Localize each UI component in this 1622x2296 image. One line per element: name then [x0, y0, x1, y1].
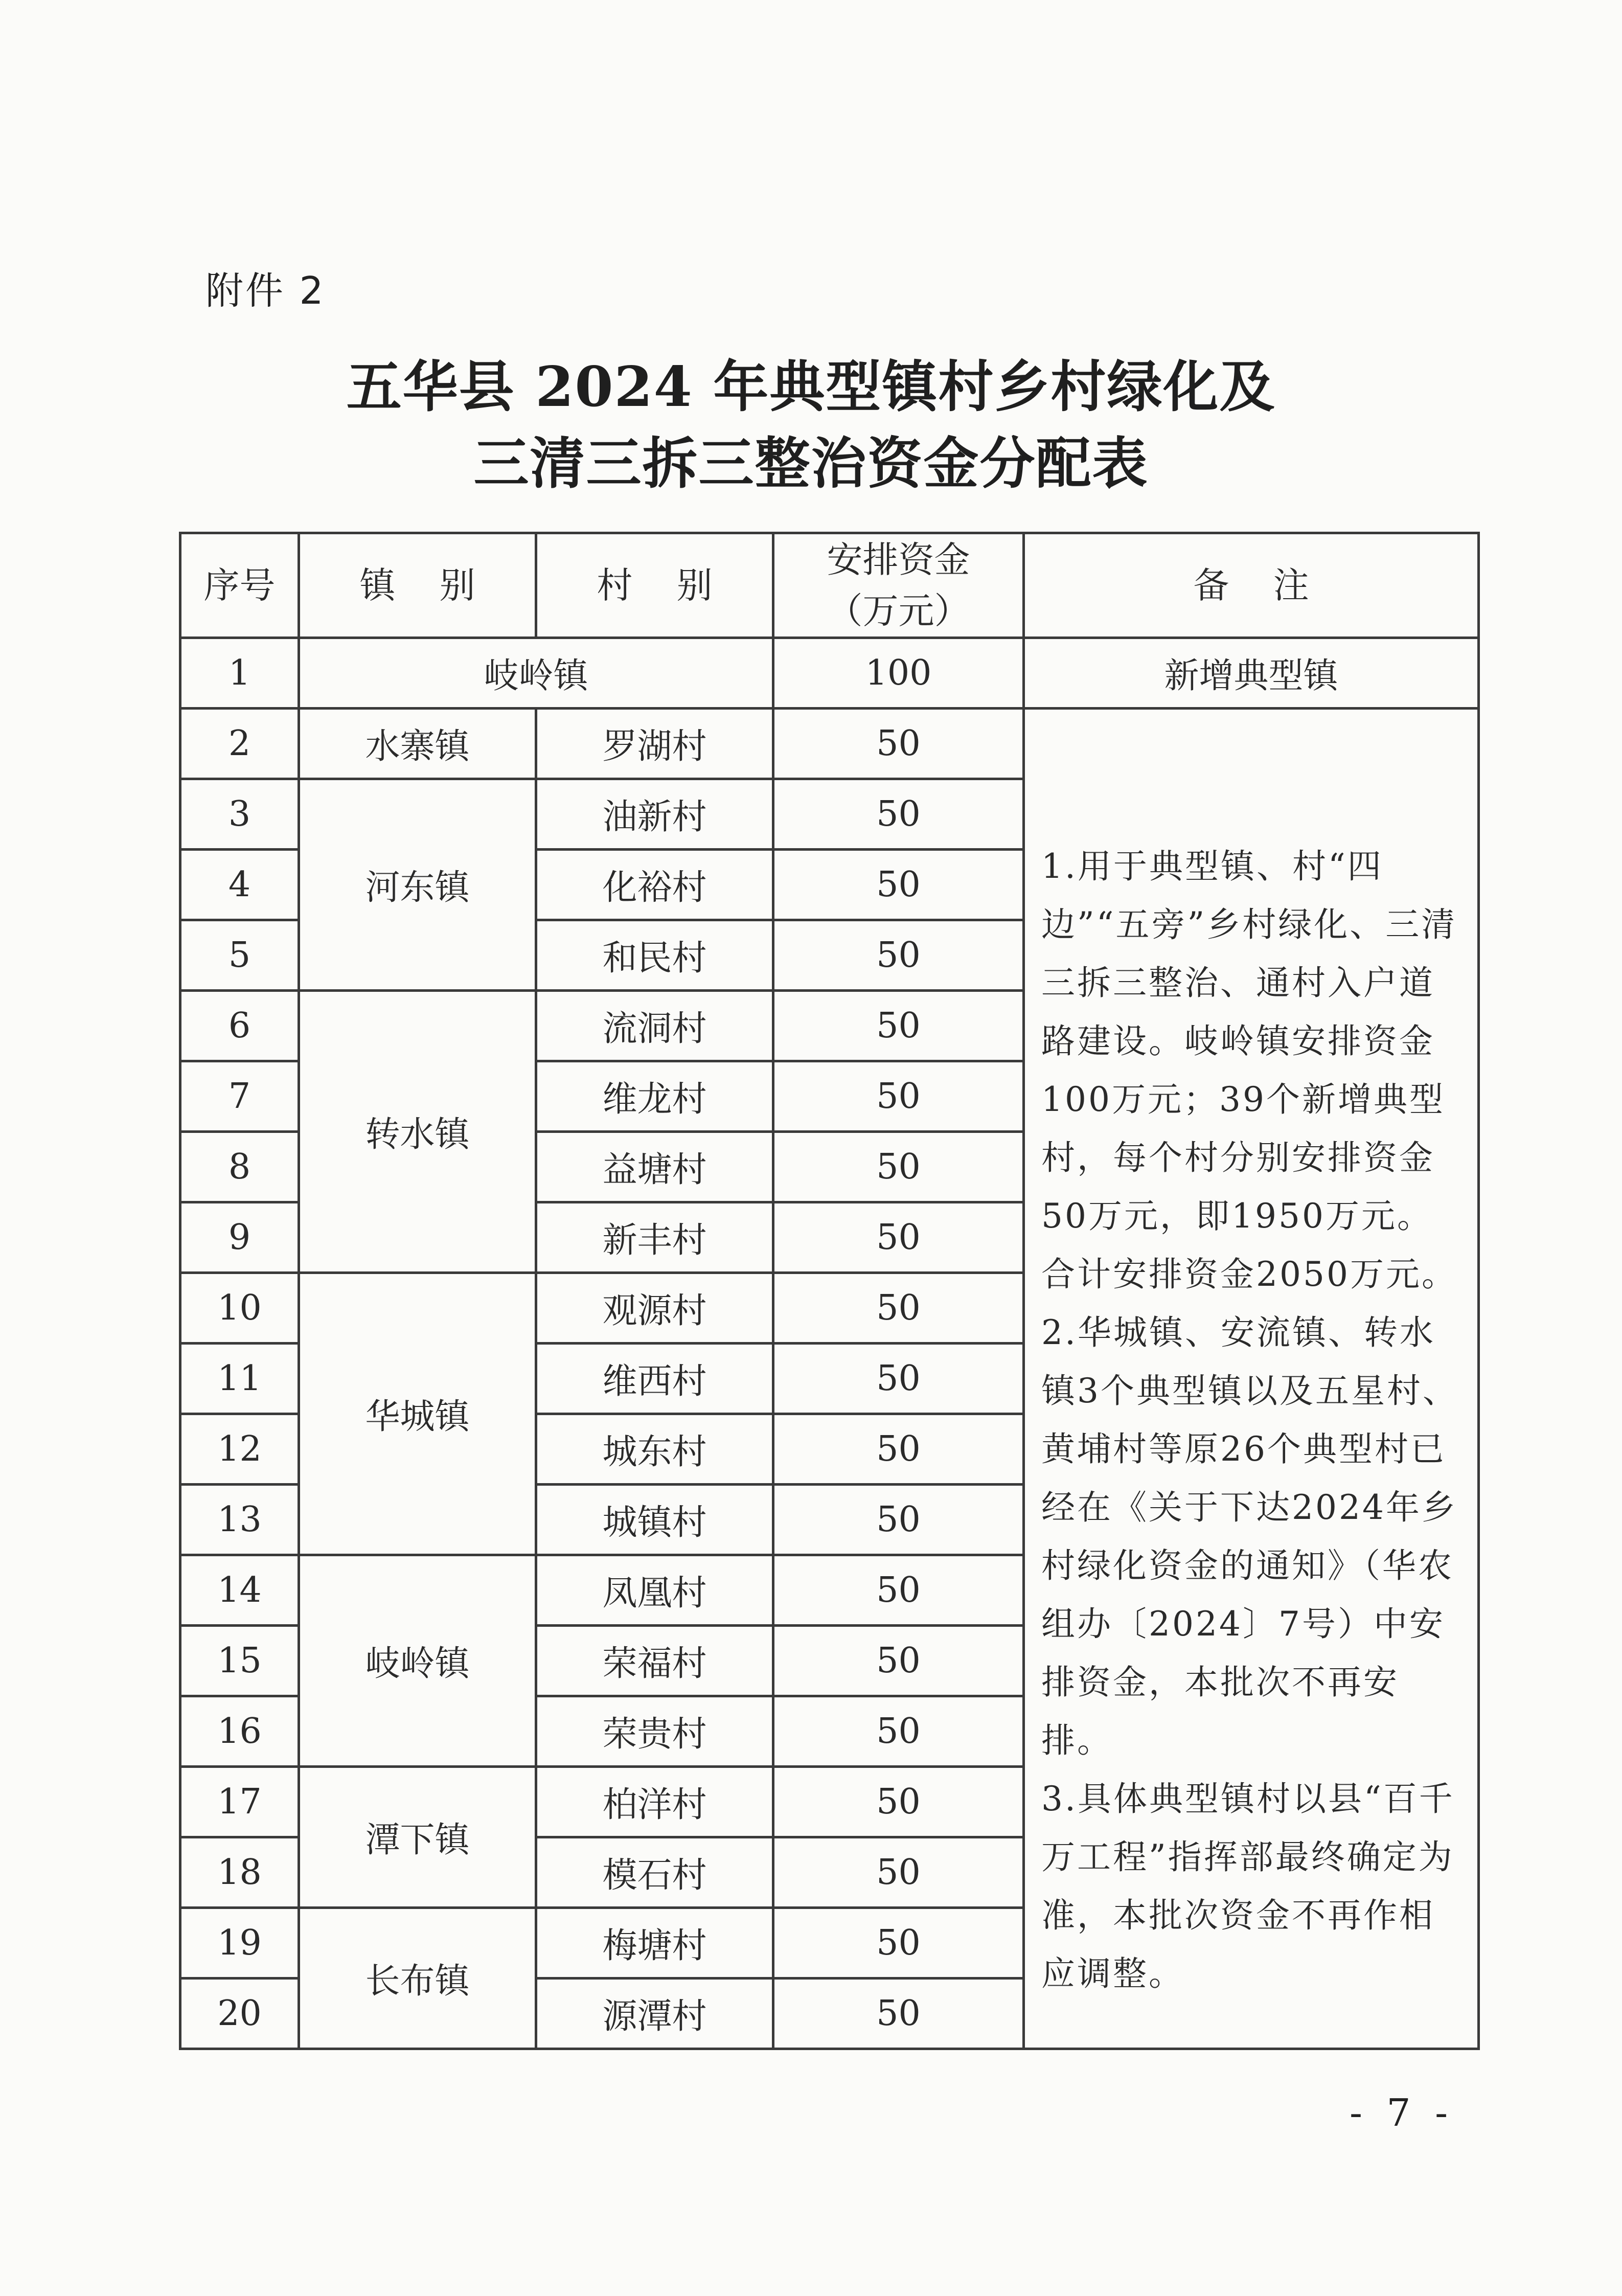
cell-seq: 14: [180, 1555, 299, 1626]
cell-seq: 6: [180, 991, 299, 1061]
header-remark: 备 注: [1024, 533, 1479, 638]
cell-village: 罗湖村: [536, 709, 773, 779]
cell-fund: 50: [773, 1061, 1024, 1132]
remark-notes: [1024, 709, 1479, 2049]
header-fund-line1: 安排资金: [827, 539, 970, 581]
header-town: 镇 别: [299, 533, 536, 638]
cell-village: 柏洋村: [536, 1767, 773, 1837]
page-title-line1: 五华县 2024 年典型镇村乡村绿化及: [346, 355, 1276, 419]
cell-fund: 50: [773, 1979, 1024, 2049]
header-fund: [773, 533, 1024, 638]
cell-seq: 4: [180, 850, 299, 920]
cell-seq: 1: [180, 638, 299, 709]
cell-fund: 50: [773, 1202, 1024, 1273]
cell-seq: 7: [180, 1061, 299, 1132]
cell-village: 油新村: [536, 779, 773, 850]
table-header-row: [180, 533, 1479, 638]
cell-seq: 19: [180, 1908, 299, 1979]
cell-seq: 2: [180, 709, 299, 779]
cell-fund: 50: [773, 1908, 1024, 1979]
cell-village: 荣贵村: [536, 1696, 773, 1767]
header-fund-line2: （万元）: [827, 590, 970, 632]
cell-fund: 50: [773, 1555, 1024, 1626]
cell-seq: 16: [180, 1696, 299, 1767]
cell-village: 益塘村: [536, 1132, 773, 1202]
cell-fund: 50: [773, 1696, 1024, 1767]
cell-town: 长布镇: [299, 1908, 536, 2049]
cell-village: 源潭村: [536, 1979, 773, 2049]
table-row: [180, 638, 1479, 709]
cell-seq: 18: [180, 1837, 299, 1908]
cell-fund: 50: [773, 1626, 1024, 1696]
cell-fund: 50: [773, 1485, 1024, 1555]
cell-fund: 50: [773, 1344, 1024, 1414]
cell-fund: 100: [773, 638, 1024, 709]
cell-seq: 11: [180, 1344, 299, 1414]
cell-remark: 新增典型镇: [1024, 638, 1479, 709]
cell-fund: 50: [773, 850, 1024, 920]
cell-fund: 50: [773, 1273, 1024, 1344]
cell-seq: 10: [180, 1273, 299, 1344]
cell-seq: 3: [180, 779, 299, 850]
cell-town: 河东镇: [299, 779, 536, 991]
cell-village: 模石村: [536, 1837, 773, 1908]
cell-fund: 50: [773, 1414, 1024, 1485]
cell-town: 转水镇: [299, 991, 536, 1273]
page-number: - 7 -: [1350, 2091, 1454, 2135]
cell-seq: 8: [180, 1132, 299, 1202]
header-village: 村 别: [536, 533, 773, 638]
table-row: [180, 709, 1479, 779]
cell-fund: 50: [773, 991, 1024, 1061]
cell-fund: 50: [773, 1767, 1024, 1837]
cell-fund: 50: [773, 1837, 1024, 1908]
cell-seq: 15: [180, 1626, 299, 1696]
cell-village: 维龙村: [536, 1061, 773, 1132]
cell-town: 潭下镇: [299, 1767, 536, 1908]
cell-village: 新丰村: [536, 1202, 773, 1273]
cell-fund: 50: [773, 1132, 1024, 1202]
page-title-line2: 三清三拆三整治资金分配表: [473, 431, 1149, 496]
remark-note-2: 2.华城镇、安流镇、转水镇3个典型镇以及五星村、黄埔村等原26个典型村已经在《关于下达2024年乡村绿化资金的通知》（华农组办〔2024〕7号）中安排资金，本批次不再安排。: [1041, 1313, 1458, 1760]
cell-seq: 9: [180, 1202, 299, 1273]
cell-village: 维西村: [536, 1344, 773, 1414]
cell-fund: 50: [773, 709, 1024, 779]
cell-village: 梅塘村: [536, 1908, 773, 1979]
cell-seq: 12: [180, 1414, 299, 1485]
cell-town: 华城镇: [299, 1273, 536, 1555]
cell-town: 岐岭镇: [299, 1555, 536, 1767]
cell-village: 流洞村: [536, 991, 773, 1061]
remark-note-1: 1.用于典型镇、村“四边”“五旁”乡村绿化、三清三拆三整治、通村入户道路建设。岐岭镇安排资金100万元；39个新增典型村，每个村分别安排资金50万元，即1950万元。合计安排资金2050万元。: [1041, 847, 1457, 1294]
cell-seq: 13: [180, 1485, 299, 1555]
fund-allocation-table: [179, 532, 1480, 2050]
remark-note-3: 3.具体典型镇村以县“百千万工程”指挥部最终确定为准，本批次资金不再作相应调整。: [1041, 1779, 1455, 1993]
header-seq: 序号: [180, 533, 299, 638]
cell-village: 观源村: [536, 1273, 773, 1344]
cell-village: 荣福村: [536, 1626, 773, 1696]
cell-town: 岐岭镇: [299, 638, 773, 709]
cell-village: 化裕村: [536, 850, 773, 920]
cell-seq: 20: [180, 1979, 299, 2049]
cell-village: 和民村: [536, 920, 773, 991]
cell-village: 城东村: [536, 1414, 773, 1485]
attachment-label: 附件 2: [205, 269, 326, 313]
cell-seq: 17: [180, 1767, 299, 1837]
cell-town: 水寨镇: [299, 709, 536, 779]
cell-fund: 50: [773, 779, 1024, 850]
cell-village: 城镇村: [536, 1485, 773, 1555]
cell-fund: 50: [773, 920, 1024, 991]
cell-seq: 5: [180, 920, 299, 991]
cell-village: 凤凰村: [536, 1555, 773, 1626]
